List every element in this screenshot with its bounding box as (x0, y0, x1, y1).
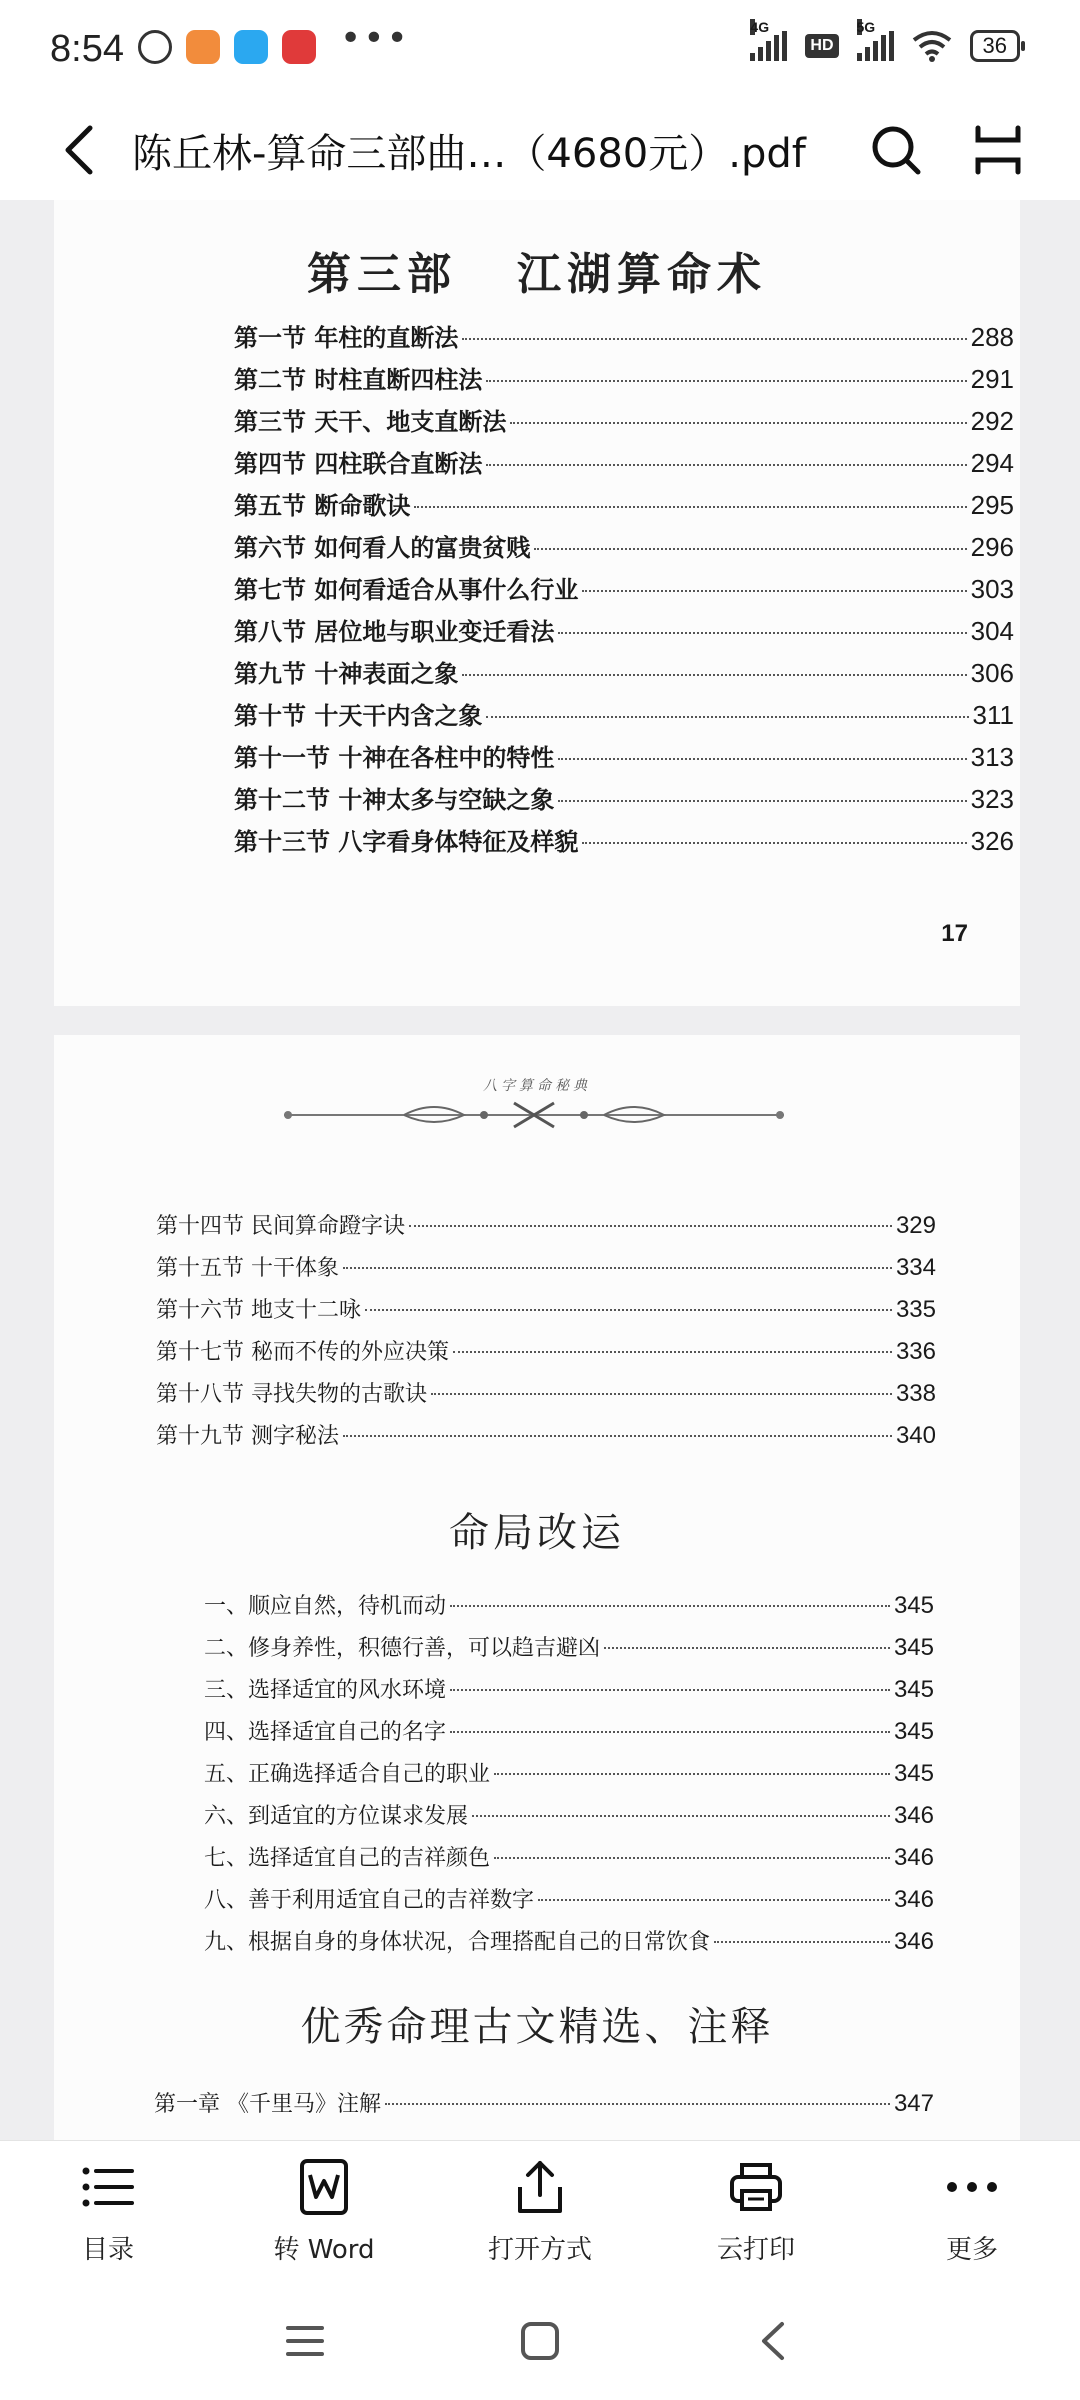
cloud-print-label: 云打印 (716, 2235, 795, 2265)
toc-entry-label: 八、善于利用适宜自己的吉祥数字 (204, 1888, 535, 1913)
network-type-label: 4G (750, 19, 770, 35)
news-app-icon (282, 30, 316, 64)
more-notifications-icon: ••• (340, 18, 410, 59)
pdf-page-18 (54, 1035, 1020, 2140)
toc-entry-label: 第五节 断命歌诀 (234, 492, 411, 520)
toc-entry-page: 296 (970, 532, 1014, 562)
toc-entry (234, 654, 1014, 696)
back-nav-icon[interactable] (750, 2316, 800, 2366)
signal-5g-icon (856, 19, 894, 61)
leader-dots (431, 1393, 892, 1395)
toc-entry-page: 311 (972, 700, 1014, 730)
open-with-label: 打开方式 (487, 2235, 592, 2265)
toc-entry (156, 1377, 936, 1419)
leader-dots (582, 590, 966, 592)
part-heading (54, 238, 1020, 302)
hd-icon: HD (805, 34, 838, 58)
toc-entry-page: 334 (895, 1254, 936, 1281)
leader-dots (450, 1605, 890, 1607)
toc-entry (234, 696, 1014, 738)
toc-entry-page: 304 (970, 616, 1014, 646)
toc-entry-label: 七、选择适宜自己的吉祥颜色 (204, 1846, 491, 1871)
leader-dots (462, 674, 966, 676)
leader-dots (343, 1267, 892, 1269)
toc-entry-page: 336 (895, 1338, 936, 1365)
toc-entry (204, 1589, 934, 1631)
list-icon (78, 2157, 138, 2217)
leader-dots (486, 464, 966, 466)
toc-entry-label: 第十七节 秘而不传的外应决策 (156, 1340, 449, 1365)
toc-entry-label: 第十四节 民间算命蹬字诀 (156, 1214, 405, 1239)
leader-dots (486, 380, 966, 382)
leader-dots (494, 1773, 890, 1775)
toc-entry-page: 306 (970, 658, 1014, 688)
toc-entry-page: 347 (893, 2090, 934, 2117)
toc-entry (234, 360, 1014, 402)
split-view-icon[interactable] (970, 122, 1026, 178)
toc-entry (154, 2087, 934, 2129)
toc-entry (204, 1925, 934, 1967)
leader-dots (365, 1309, 892, 1311)
convert-word-button[interactable] (244, 2157, 404, 2266)
leader-dots (558, 632, 966, 634)
more-dots-icon (942, 2157, 1002, 2217)
leader-dots (558, 800, 966, 802)
toc-list (154, 2087, 934, 2129)
status-bar (0, 0, 1080, 100)
toc-entry-page: 345 (893, 1676, 934, 1703)
back-arrow-icon[interactable] (56, 122, 106, 178)
toc-entry (204, 1757, 934, 1799)
pdf-page-17 (54, 200, 1020, 1006)
part-name: 江湖算命术 (517, 249, 767, 300)
shopping-app-icon (186, 30, 220, 64)
toc-entry-label: 六、到适宜的方位谋求发展 (204, 1804, 469, 1829)
leader-dots (462, 338, 966, 340)
toc-entry-page: 346 (893, 1928, 934, 1955)
toc-entry-label: 四、选择适宜自己的名字 (204, 1720, 447, 1745)
toc-entry-label: 第十二节 十神太多与空缺之象 (234, 786, 555, 814)
toc-entry-label: 第一节 年柱的直断法 (234, 324, 459, 352)
toc-entry-page: 329 (895, 1212, 936, 1239)
toc-entry-label: 第六节 如何看人的富贵贫贱 (234, 534, 531, 562)
toc-list (234, 318, 1014, 864)
toc-entry-label: 第二节 时柱直断四柱法 (234, 366, 483, 394)
toc-entry-label: 九、根据自身的身体状况，合理搭配自己的日常饮食 (204, 1930, 711, 1955)
leader-dots (494, 1857, 890, 1859)
toc-entry-label: 第十五节 十干体象 (156, 1256, 339, 1281)
toc-list (156, 1209, 936, 1461)
toc-entry-label: 第十六节 地支十二咏 (156, 1298, 361, 1323)
cloud-print-button[interactable] (676, 2157, 836, 2266)
leader-dots (604, 1647, 890, 1649)
menu-icon[interactable] (280, 2316, 330, 2366)
system-navigation-bar (0, 2280, 1080, 2400)
leader-dots (472, 1815, 890, 1817)
status-indicators (750, 19, 1020, 62)
toc-entry-label: 第八节 居位地与职业变迁看法 (234, 618, 555, 646)
toc-entry-label: 第一章 《千里马》注解 (154, 2092, 381, 2117)
toc-entry-page: 345 (893, 1718, 934, 1745)
chat-app-icon (234, 30, 268, 64)
leader-dots (409, 1225, 892, 1227)
more-button[interactable] (892, 2157, 1052, 2266)
network-type-label: 5G (856, 19, 876, 35)
toc-entry-page: 335 (895, 1296, 936, 1323)
toc-entry-page: 295 (970, 490, 1014, 520)
toc-entry-label: 二、修身养性，积德行善，可以趋吉避凶 (204, 1636, 601, 1661)
toc-button[interactable] (28, 2157, 188, 2266)
word-document-icon (294, 2157, 354, 2217)
toc-entry (234, 318, 1014, 360)
toc-entry-page: 313 (970, 742, 1014, 772)
printer-icon (726, 2157, 786, 2217)
leader-dots (453, 1351, 892, 1353)
section-heading: 优秀命理古文精选、注释 (300, 2004, 774, 2050)
toc-entry-page: 346 (893, 1886, 934, 1913)
toc-entry-page: 323 (970, 784, 1014, 814)
toc-entry-label: 一、顺应自然，待机而动 (204, 1594, 447, 1619)
leader-dots (714, 1941, 890, 1943)
bottom-toolbar (0, 2140, 1080, 2280)
toc-entry (234, 570, 1014, 612)
status-time: 8:54 (50, 28, 124, 70)
toc-entry-label: 第十节 十天干内含之象 (234, 702, 483, 730)
toc-entry (156, 1293, 936, 1335)
toc-entry (156, 1419, 936, 1461)
toc-entry-label: 第四节 四柱联合直断法 (234, 450, 483, 478)
toc-entry-page: 346 (893, 1844, 934, 1871)
leader-dots (582, 842, 966, 844)
toc-entry (204, 1673, 934, 1715)
leader-dots (486, 716, 968, 718)
page-number: 17 (941, 920, 968, 947)
document-title: 陈丘林-算命三部曲…（4680元）.pdf (132, 131, 806, 177)
toc-entry (204, 1883, 934, 1925)
toc-entry-page: 294 (970, 448, 1014, 478)
battery-icon: 36 (970, 30, 1020, 62)
toc-entry (156, 1335, 936, 1377)
leader-dots (450, 1731, 890, 1733)
convert-word-label: 转 Word (273, 2235, 375, 2265)
home-icon[interactable] (515, 2316, 565, 2366)
toc-entry-page: 338 (895, 1380, 936, 1407)
toc-entry-page: 345 (893, 1592, 934, 1619)
toc-entry (234, 444, 1014, 486)
more-label: 更多 (945, 2235, 998, 2265)
leader-dots (450, 1689, 890, 1691)
leader-dots (385, 2103, 890, 2105)
toc-entry-page: 345 (893, 1634, 934, 1661)
toc-list (204, 1589, 934, 1967)
share-icon (510, 2157, 570, 2217)
toc-entry-label: 第十三节 八字看身体特征及样貌 (234, 828, 579, 856)
toc-button-label: 目录 (81, 2235, 134, 2265)
toc-entry (234, 780, 1014, 822)
leader-dots (343, 1435, 892, 1437)
toc-entry (156, 1251, 936, 1293)
toc-entry-label: 第十九节 测字秘法 (156, 1424, 339, 1449)
open-with-button[interactable] (460, 2157, 620, 2266)
toc-entry-page: 292 (970, 406, 1014, 436)
toc-entry-page: 288 (970, 322, 1014, 352)
toc-entry (234, 612, 1014, 654)
toc-entry (234, 738, 1014, 780)
toc-entry-label: 五、正确选择适合自己的职业 (204, 1762, 491, 1787)
toc-entry (234, 402, 1014, 444)
alarm-icon (138, 30, 172, 64)
toc-entry (204, 1841, 934, 1883)
toc-entry-page: 303 (970, 574, 1014, 604)
wifi-icon (912, 30, 952, 62)
section-heading: 命局改运 (449, 1510, 625, 1556)
decorative-ornament (284, 1093, 784, 1133)
search-icon[interactable] (868, 122, 924, 178)
toc-entry (204, 1631, 934, 1673)
leader-dots (414, 506, 966, 508)
toc-entry (234, 822, 1014, 864)
toc-entry-page: 346 (893, 1802, 934, 1829)
toc-entry (204, 1715, 934, 1757)
signal-4g-icon (750, 19, 787, 61)
leader-dots (534, 548, 966, 550)
toc-entry-label: 第十八节 寻找失物的古歌诀 (156, 1382, 427, 1407)
title-bar (0, 100, 1080, 200)
toc-entry-label: 第十一节 十神在各柱中的特性 (234, 744, 555, 772)
toc-entry-page: 340 (895, 1422, 936, 1449)
toc-entry-label: 第七节 如何看适合从事什么行业 (234, 576, 579, 604)
leader-dots (538, 1899, 890, 1901)
toc-entry-page: 326 (970, 826, 1014, 856)
toc-entry-page: 345 (893, 1760, 934, 1787)
running-header: 八字算命秘典 (483, 1078, 591, 1094)
toc-entry-label: 第三节 天干、地支直断法 (234, 408, 507, 436)
toc-entry-page: 291 (970, 364, 1014, 394)
part-label: 第三部 (307, 249, 457, 300)
notification-icons (138, 30, 316, 64)
toc-entry-label: 三、选择适宜的风水环境 (204, 1678, 447, 1703)
leader-dots (558, 758, 966, 760)
pdf-viewer[interactable] (0, 200, 1080, 2140)
toc-entry (234, 486, 1014, 528)
toc-entry (204, 1799, 934, 1841)
toc-entry (156, 1209, 936, 1251)
toc-entry-label: 第九节 十神表面之象 (234, 660, 459, 688)
toc-entry (234, 528, 1014, 570)
leader-dots (510, 422, 966, 424)
